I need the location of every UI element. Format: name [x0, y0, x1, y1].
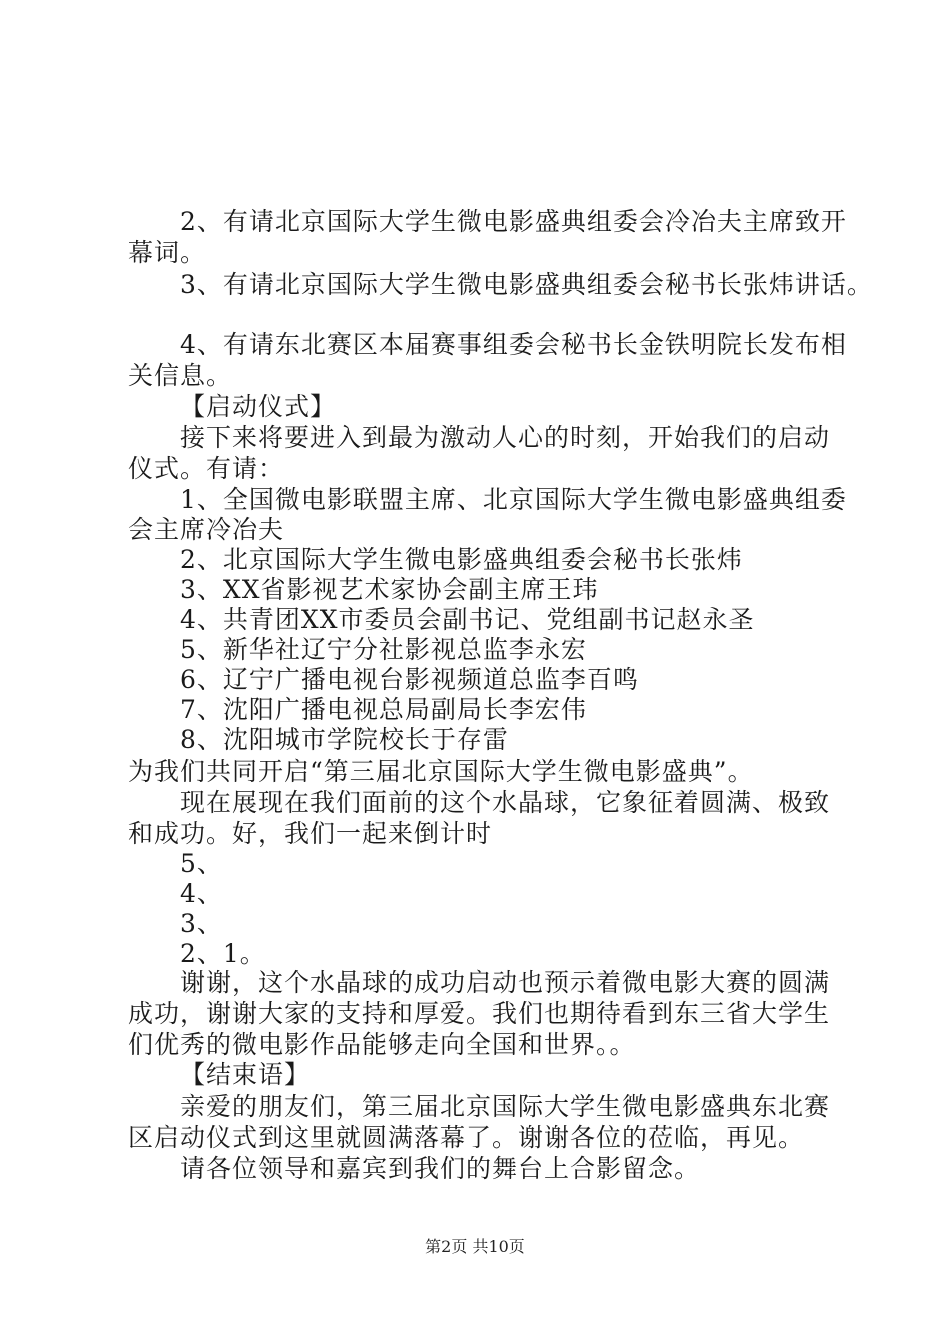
text-line: 4、有请东北赛区本届赛事组委会秘书长金铁明院长发布相 — [180, 330, 847, 359]
text-line: 为我们共同开启“第三届北京国际大学生微电影盛典”。 — [128, 757, 754, 786]
section-heading: 【启动仪式】 — [180, 392, 337, 421]
countdown-item: 5、 — [180, 849, 223, 878]
list-item: 7、沈阳广播电视总局副局长李宏伟 — [180, 695, 587, 724]
text-line: 们优秀的微电影作品能够走向全国和世界。。 — [128, 1030, 636, 1059]
section-heading: 【结束语】 — [180, 1060, 311, 1089]
text-line: 接下来将要进入到最为激动人心的时刻，开始我们的启动 — [180, 423, 831, 452]
page-footer: 第2页 共10页 — [425, 1237, 525, 1256]
text-line: 幕词。 — [128, 238, 207, 267]
text-line: 请各位领导和嘉宾到我们的舞台上合影留念。 — [180, 1154, 701, 1183]
list-item: 2、北京国际大学生微电影盛典组委会秘书长张炜 — [180, 545, 743, 574]
countdown-item: 3、 — [180, 909, 223, 938]
text-line: 会主席冷冶夫 — [128, 515, 285, 544]
text-line: 关信息。 — [128, 361, 233, 390]
countdown-item: 4、 — [180, 879, 223, 908]
text-line: 和成功。好，我们一起来倒计时 — [128, 819, 493, 848]
list-item: 1、全国微电影联盟主席、北京国际大学生微电影盛典组委 — [180, 485, 847, 514]
text-line: 亲爱的朋友们，第三届北京国际大学生微电影盛典东北赛 — [180, 1092, 831, 1121]
countdown-item: 2、1。 — [180, 939, 266, 968]
list-item: 3、XX省影视艺术家协会副主席王玮 — [180, 575, 599, 604]
list-item: 6、辽宁广播电视台影视频道总监李百鸣 — [180, 665, 639, 694]
text-line: 3、有请北京国际大学生微电影盛典组委会秘书长张炜讲话。 — [180, 270, 873, 299]
text-line: 现在展现在我们面前的这个水晶球，它象征着圆满、极致 — [180, 788, 831, 817]
text-line: 谢谢，这个水晶球的成功启动也预示着微电影大赛的圆满 — [180, 968, 831, 997]
text-line: 区启动仪式到这里就圆满落幕了。谢谢各位的莅临，再见。 — [128, 1123, 805, 1152]
list-item: 4、共青团XX市委员会副书记、党组副书记赵永圣 — [180, 605, 755, 634]
text-line: 成功，谢谢大家的支持和厚爱。我们也期待看到东三省大学生 — [128, 999, 831, 1028]
text-line: 仪式。有请： — [128, 454, 285, 483]
list-item: 8、沈阳城市学院校长于存雷 — [180, 725, 509, 754]
list-item: 5、新华社辽宁分社影视总监李永宏 — [180, 635, 587, 664]
text-line: 2、有请北京国际大学生微电影盛典组委会冷冶夫主席致开 — [180, 207, 847, 236]
